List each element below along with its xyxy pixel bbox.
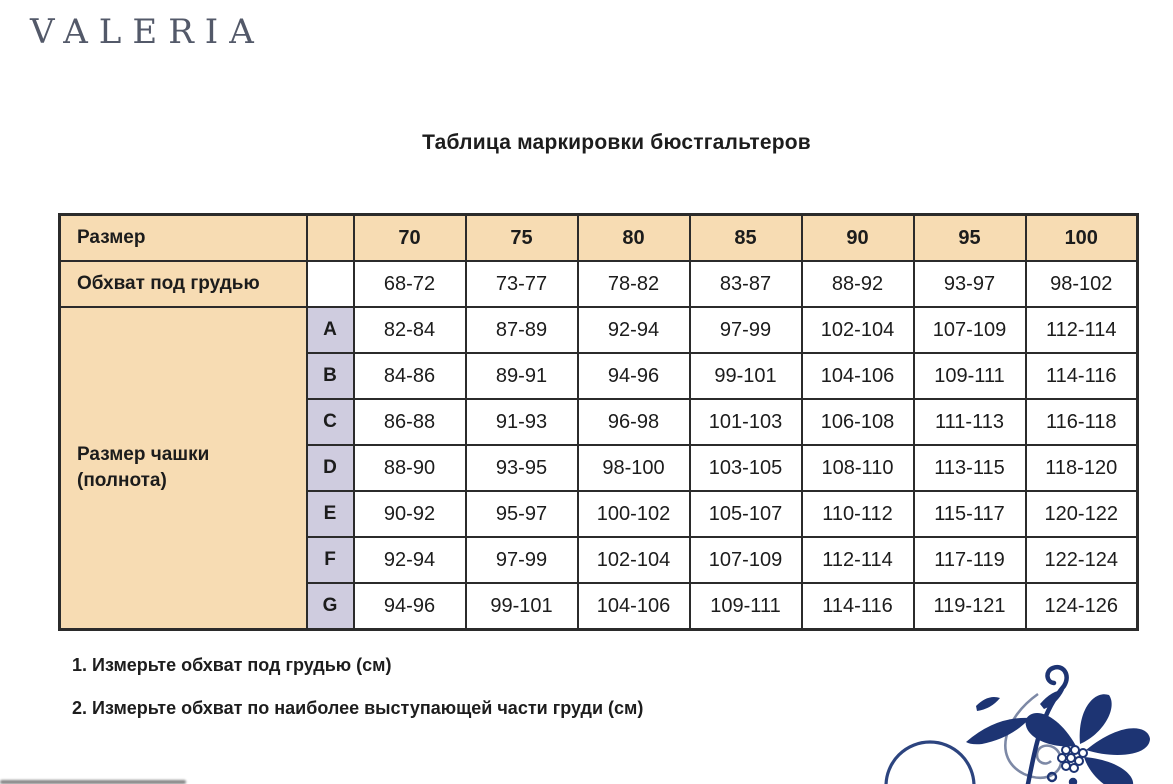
bust-cell: 118-120 bbox=[1026, 445, 1138, 491]
bust-cell: 88-90 bbox=[354, 445, 466, 491]
bust-cell: 107-109 bbox=[914, 307, 1026, 353]
bust-cell: 93-95 bbox=[466, 445, 578, 491]
bust-cell: 108-110 bbox=[802, 445, 914, 491]
underbust-row bbox=[60, 261, 1138, 307]
bust-cell: 119-121 bbox=[914, 583, 1026, 630]
bust-cell: 124-126 bbox=[1026, 583, 1138, 630]
bust-cell: 120-122 bbox=[1026, 491, 1138, 537]
cropped-text-fragment bbox=[0, 780, 186, 784]
cup-letter: G bbox=[307, 583, 354, 630]
size-cell: 75 bbox=[466, 215, 578, 262]
bust-cell: 104-106 bbox=[802, 353, 914, 399]
bust-cell: 112-114 bbox=[1026, 307, 1138, 353]
size-cell: 100 bbox=[1026, 215, 1138, 262]
bust-cell: 95-97 bbox=[466, 491, 578, 537]
size-cell: 80 bbox=[578, 215, 690, 262]
size-cell: 90 bbox=[802, 215, 914, 262]
bust-cell: 116-118 bbox=[1026, 399, 1138, 445]
bust-cell: 84-86 bbox=[354, 353, 466, 399]
bust-cell: 91-93 bbox=[466, 399, 578, 445]
bust-cell: 110-112 bbox=[802, 491, 914, 537]
bust-cell: 102-104 bbox=[578, 537, 690, 583]
cup-letter: E bbox=[307, 491, 354, 537]
corner-empty-cell bbox=[307, 215, 354, 262]
underbust-row-label: Обхват под грудью bbox=[60, 261, 307, 307]
bust-cell: 97-99 bbox=[466, 537, 578, 583]
size-header-row bbox=[60, 215, 1138, 262]
cup-row-A bbox=[60, 307, 1138, 353]
cup-letter: A bbox=[307, 307, 354, 353]
bust-cell: 107-109 bbox=[690, 537, 802, 583]
bust-cell: 94-96 bbox=[578, 353, 690, 399]
bust-cell: 89-91 bbox=[466, 353, 578, 399]
bust-cell: 96-98 bbox=[578, 399, 690, 445]
bust-cell: 94-96 bbox=[354, 583, 466, 630]
cup-letter: B bbox=[307, 353, 354, 399]
bust-cell: 114-116 bbox=[1026, 353, 1138, 399]
bust-cell: 106-108 bbox=[802, 399, 914, 445]
bust-cell: 92-94 bbox=[354, 537, 466, 583]
bust-cell: 99-101 bbox=[690, 353, 802, 399]
bust-cell: 98-100 bbox=[578, 445, 690, 491]
brand-logo: VALERIA bbox=[30, 12, 265, 52]
bust-cell: 115-117 bbox=[914, 491, 1026, 537]
bust-cell: 122-124 bbox=[1026, 537, 1138, 583]
underbust-cell: 83-87 bbox=[690, 261, 802, 307]
bust-cell: 103-105 bbox=[690, 445, 802, 491]
bust-cell: 97-99 bbox=[690, 307, 802, 353]
bust-cell: 117-119 bbox=[914, 537, 1026, 583]
size-cell: 95 bbox=[914, 215, 1026, 262]
bust-cell: 112-114 bbox=[802, 537, 914, 583]
underbust-cell: 68-72 bbox=[354, 261, 466, 307]
bust-cell: 109-111 bbox=[914, 353, 1026, 399]
bust-cell: 114-116 bbox=[802, 583, 914, 630]
size-cell: 70 bbox=[354, 215, 466, 262]
cup-letter: D bbox=[307, 445, 354, 491]
size-cell: 85 bbox=[690, 215, 802, 262]
cup-section-label: Размер чашки (полнота) bbox=[77, 444, 210, 491]
empty-cell bbox=[307, 261, 354, 307]
underbust-cell: 98-102 bbox=[1026, 261, 1138, 307]
instruction-step-1: 1. Измерьте обхват под грудью (см) bbox=[72, 655, 392, 675]
cup-letter: F bbox=[307, 537, 354, 583]
bust-cell: 105-107 bbox=[690, 491, 802, 537]
bust-cell: 113-115 bbox=[914, 445, 1026, 491]
cup-letter: C bbox=[307, 399, 354, 445]
instruction-step-2: 2. Измерьте обхват по наиболее выступающей части груди (см) bbox=[72, 698, 644, 718]
bust-cell: 90-92 bbox=[354, 491, 466, 537]
size-row-label: Размер bbox=[60, 215, 307, 262]
bust-cell: 92-94 bbox=[578, 307, 690, 353]
bust-cell: 99-101 bbox=[466, 583, 578, 630]
underbust-cell: 78-82 bbox=[578, 261, 690, 307]
underbust-cell: 73-77 bbox=[466, 261, 578, 307]
page-title: Таблица маркировки бюстгальтеров bbox=[422, 131, 811, 154]
measurement-instructions bbox=[72, 655, 643, 741]
underbust-cell: 88-92 bbox=[802, 261, 914, 307]
bust-cell: 87-89 bbox=[466, 307, 578, 353]
bra-size-table bbox=[58, 213, 1139, 631]
bust-cell: 104-106 bbox=[578, 583, 690, 630]
underbust-cell: 93-97 bbox=[914, 261, 1026, 307]
bust-cell: 86-88 bbox=[354, 399, 466, 445]
bust-cell: 109-111 bbox=[690, 583, 802, 630]
bust-cell: 82-84 bbox=[354, 307, 466, 353]
cup-section-label-cell bbox=[60, 307, 307, 630]
bust-cell: 111-113 bbox=[914, 399, 1026, 445]
bust-cell: 101-103 bbox=[690, 399, 802, 445]
floral-swirl-ornament-icon bbox=[880, 660, 1173, 784]
bust-cell: 102-104 bbox=[802, 307, 914, 353]
bust-cell: 100-102 bbox=[578, 491, 690, 537]
